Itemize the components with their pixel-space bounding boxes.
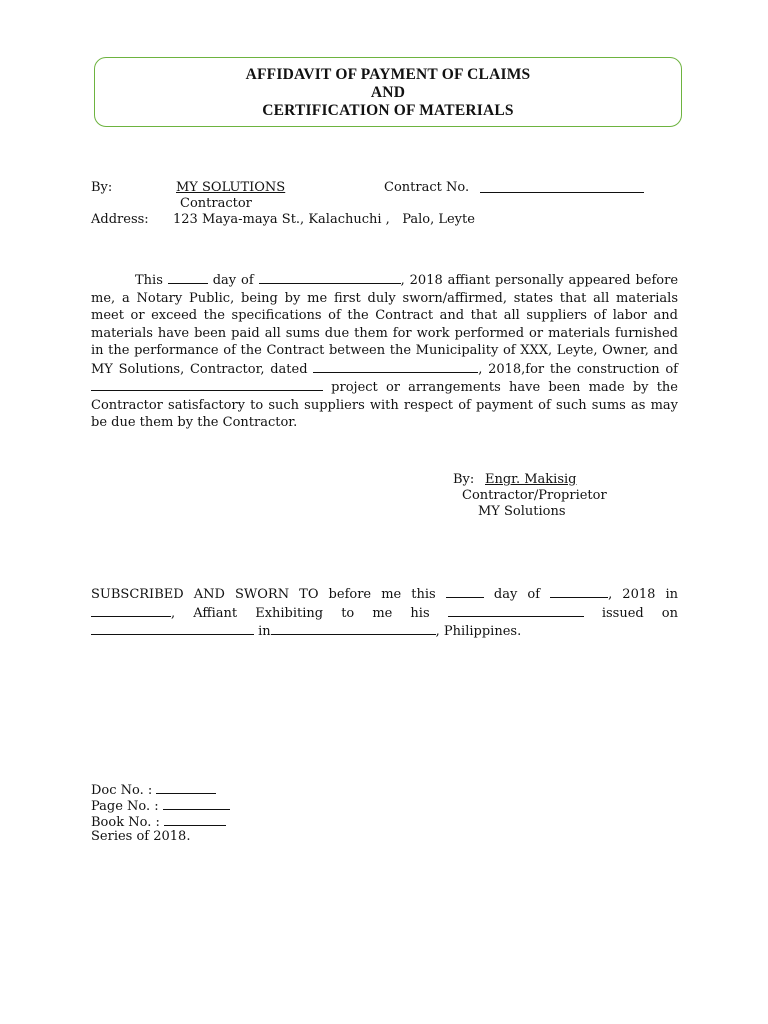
month-blank[interactable] bbox=[259, 271, 401, 284]
contract-no-field[interactable] bbox=[480, 180, 644, 198]
signatory-name: Engr. Makisig bbox=[485, 472, 577, 487]
jurat-text-year: , 2018 in bbox=[608, 587, 678, 602]
jurat-text-in: in bbox=[258, 624, 271, 639]
jurat-paragraph bbox=[91, 585, 678, 641]
jurat-place-blank[interactable] bbox=[91, 604, 171, 617]
jurat-text-subscribed: SUBSCRIBED AND SWORN TO before me this bbox=[91, 587, 436, 602]
affidavit-text-construction: , 2018,for the construction of bbox=[478, 361, 678, 377]
jurat-text-exhibiting: , Affiant Exhibiting to me his bbox=[171, 605, 430, 621]
series-line: Series of 2018. bbox=[91, 829, 191, 844]
address-label: Address: bbox=[91, 212, 149, 227]
affidavit-text-day-of: day of bbox=[212, 273, 254, 288]
jurat-issued-place-blank[interactable] bbox=[271, 622, 436, 635]
day-blank[interactable] bbox=[168, 271, 208, 284]
jurat-text-issued-on: issued on bbox=[601, 605, 678, 621]
jurat-issued-date-blank[interactable] bbox=[91, 622, 254, 635]
jurat-text-philippines: , Philippines. bbox=[435, 624, 522, 639]
affidavit-text-this: This bbox=[135, 273, 163, 288]
contract-no-label: Contract No. bbox=[384, 180, 470, 195]
affidavit-text-body: , 2018 affiant personally appeared before me, a Notary Public, being by me first duly sworn/affirmed, states that all materials meet or exceed the specifications of the Contract and that all suppliers of labor and materials have been paid all sums due them for work performed or materials furnished in the performance of the Contract between the Municipality of XXX, Leyte, Owner, and MY Solutions, Contractor, dated bbox=[91, 273, 679, 377]
jurat-id-blank[interactable] bbox=[448, 604, 584, 617]
by-label: By: bbox=[91, 180, 113, 195]
signature-by-label: By: bbox=[453, 472, 475, 487]
signatory-company: MY Solutions bbox=[478, 504, 566, 519]
book-no-label: Book No. : bbox=[91, 815, 160, 830]
contractor-name: MY SOLUTIONS bbox=[176, 180, 286, 195]
doc-no-blank[interactable] bbox=[156, 781, 216, 794]
jurat-day-blank[interactable] bbox=[446, 585, 484, 598]
project-blank[interactable] bbox=[91, 378, 323, 391]
document-title-box bbox=[94, 57, 682, 127]
jurat-month-blank[interactable] bbox=[550, 585, 608, 598]
document-title-line-2: AND bbox=[370, 84, 406, 101]
document-title-line-3: CERTIFICATION OF MATERIALS bbox=[262, 102, 514, 119]
book-no-blank[interactable] bbox=[164, 813, 226, 826]
document-title-line-1: AFFIDAVIT OF PAYMENT OF CLAIMS bbox=[245, 66, 531, 83]
affidavit-paragraph bbox=[91, 271, 678, 432]
doc-no-label: Doc No. : bbox=[91, 783, 153, 798]
signatory-title: Contractor/Proprietor bbox=[462, 488, 607, 503]
page-no-blank[interactable] bbox=[163, 797, 230, 810]
page-no-label: Page No. : bbox=[91, 799, 159, 814]
dated-blank[interactable] bbox=[313, 360, 478, 373]
contractor-role: Contractor bbox=[180, 196, 252, 211]
affidavit-text-end: project or arrangements have been made by the Contractor satisfactory to such suppliers with respect of payment of such sums as may be due them by the Contractor. bbox=[91, 380, 678, 430]
jurat-text-day-of: day of bbox=[493, 587, 541, 602]
address-value: 123 Maya-maya St., Kalachuchi , Palo, Leyte bbox=[173, 212, 475, 227]
